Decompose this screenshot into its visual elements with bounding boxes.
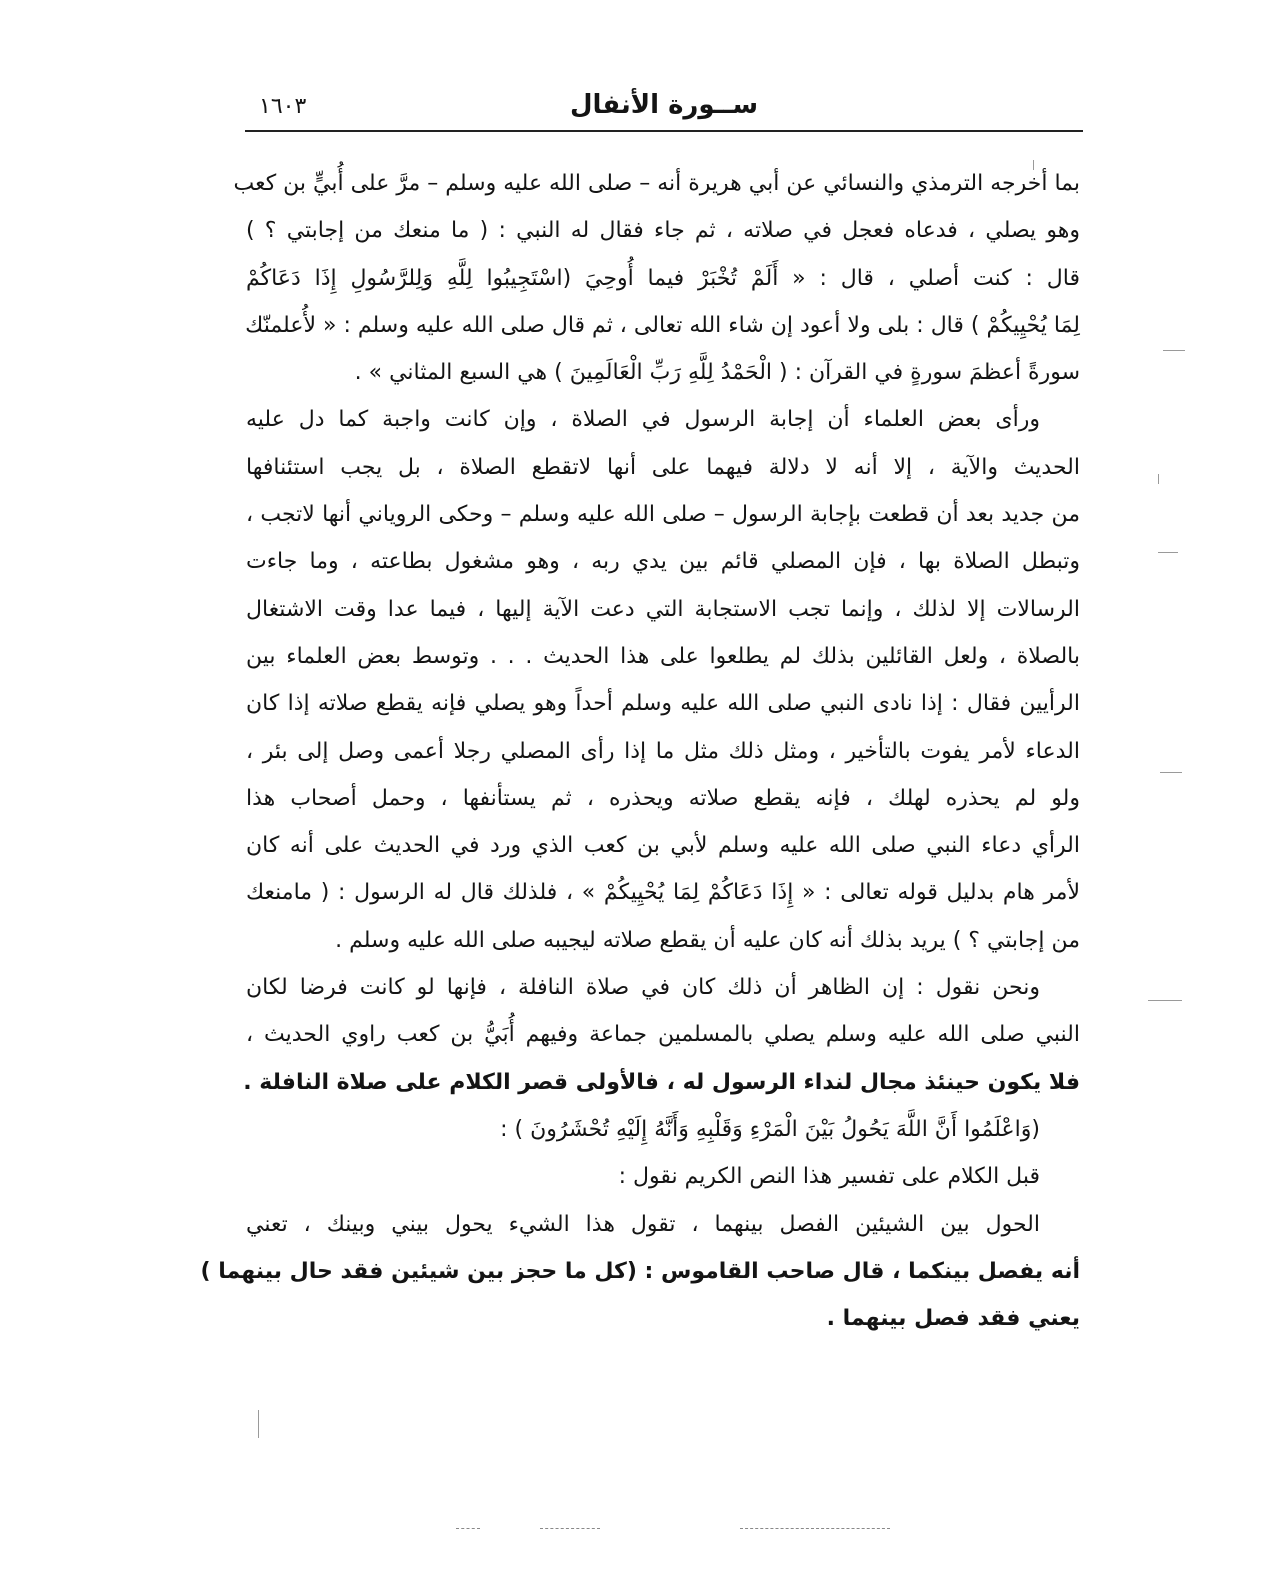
scan-mark [456, 1528, 480, 1529]
text-line: وهو يصلي ، فدعاه فعجل في صلاته ، ثم جاء فقال له النبي : ( ما منعك من إجابتي ؟ ) [246, 218, 1080, 244]
scan-mark [258, 1410, 259, 1438]
text-line: فلا يكون حينئذ مجال لنداء الرسول له ، فالأولى قصر الكلام على صلاة النافلة . [243, 1069, 1080, 1095]
text-line: بالصلاة ، ولعل القائلين بذلك لم يطلعوا على هذا الحديث . . . وتوسط بعض العلماء بين [246, 643, 1080, 669]
text-line: الحول بين الشيئين الفصل بينهما ، تقول هذا الشيء يحول بيني وبينك ، تعني [246, 1211, 1040, 1237]
body-text [200, 160, 1080, 1342]
text-line: لِمَا يُحْيِيكُمْ ) قال : بلى ولا أعود إن شاء الله تعالى ، ثم قال صلى الله عليه وسلم : « لأُعلمنّك [245, 312, 1080, 338]
text-line: قبل الكلام على تفسير هذا النص الكريم نقول : [618, 1164, 1040, 1190]
verse-heading: (وَاعْلَمُوا أَنَّ اللَّهَ يَحُولُ بَيْنَ الْمَرْءِ وَقَلْبِهِ وَأَنَّهُ إِلَيْهِ تُحْشَرُونَ ) : [500, 1116, 1040, 1142]
text-line: الرأي دعاء النبي صلى الله عليه وسلم لأبي بن كعب الذي ورد في الحديث على أنه كان [246, 833, 1080, 859]
text-line: سورةً أعظمَ سورةٍ في القرآن : ( الْحَمْدُ لِلَّهِ رَبِّ الْعَالَمِينَ ) هي السبع المثاني » . [354, 360, 1080, 386]
header-rule [245, 130, 1083, 132]
scan-mark [740, 1528, 890, 1529]
page-number: ١٦٠٣ [259, 94, 307, 119]
text-line: ورأى بعض العلماء أن إجابة الرسول في الصلاة ، وإن كانت واجبة كما دل عليه [246, 407, 1040, 433]
scan-mark [1148, 1000, 1182, 1001]
text-line: الرسالات إلا لذلك ، وإنما تجب الاستجابة التي دعت الآية إليها ، فيما عدا وقت الاشتغال [246, 596, 1080, 622]
scan-mark [540, 1528, 600, 1529]
text-line: النبي صلى الله عليه وسلم يصلي بالمسلمين جماعة وفيهم أُبَيُّ بن كعب راوي الحديث ، [246, 1022, 1080, 1048]
scan-mark [1158, 552, 1178, 553]
text-line: أنه يفصل بينكما ، قال صاحب القاموس : (كل ما حجز بين شيئين فقد حال بينهما ) [200, 1258, 1080, 1284]
scan-mark [1163, 350, 1185, 351]
text-line: ولو لم يحذره لهلك ، فإنه يقطع صلاته ويحذره ، ثم يستأنفها ، وحمل أصحاب هذا [246, 785, 1080, 811]
scan-mark [1160, 772, 1182, 773]
running-title: ســورة الأنفال [569, 90, 759, 120]
scan-mark [1033, 160, 1034, 170]
text-line: لأمر هام بدليل قوله تعالى : « إِذَا دَعَاكُمْ لِمَا يُحْيِيكُمْ » ، فلذلك قال له الرسول : ( مامنعك [246, 880, 1080, 906]
text-line: الحديث والآية ، إلا أنه لا دلالة فيهما على أنها لاتقطع الصلاة ، بل يجب استئنافها [246, 454, 1080, 480]
text-line: الدعاء لأمر يفوت بالتأخير ، ومثل ذلك مثل ما إذا رأى المصلي رجلا أعمى وصل إلى بئر ، [246, 738, 1080, 764]
text-line: وتبطل الصلاة بها ، فإن المصلي قائم بين يدي ربه ، وهو مشغول بطاعته ، وما جاءت [246, 549, 1080, 575]
text-line: الرأيين فقال : إذا نادى النبي صلى الله عليه وسلم أحداً وهو يصلي فإنه يقطع صلاته إذا كان [246, 691, 1080, 717]
text-line: ونحن نقول : إن الظاهر أن ذلك كان في صلاة النافلة ، فإنها لو كانت فرضا لكان [246, 975, 1040, 1001]
text-line: من إجابتي ؟ ) يريد بذلك أنه كان عليه أن يقطع صلاته ليجيبه صلى الله عليه وسلم . [335, 927, 1080, 953]
text-line: من جديد بعد أن قطعت بإجابة الرسول – صلى الله عليه وسلم – وحكى الروياني أنها لاتجب ، [246, 502, 1080, 528]
text-line: يعني فقد فصل بينهما . [826, 1306, 1080, 1332]
scan-mark [1158, 474, 1159, 484]
text-line: بما أخرجه الترمذي والنسائي عن أبي هريرة أنه – صلى الله عليه وسلم – مرَّ على أُبيٍّ بن كعب [233, 171, 1080, 196]
page-header [245, 88, 1083, 130]
text-line: قال : كنت أصلي ، قال : « أَلَمْ تُخْبَرْ فيما أُوحِيَ (اسْتَجِيبُوا لِلَّهِ وَلِلرَّسُولِ إِذَا دَعَاكُمْ [246, 265, 1080, 291]
